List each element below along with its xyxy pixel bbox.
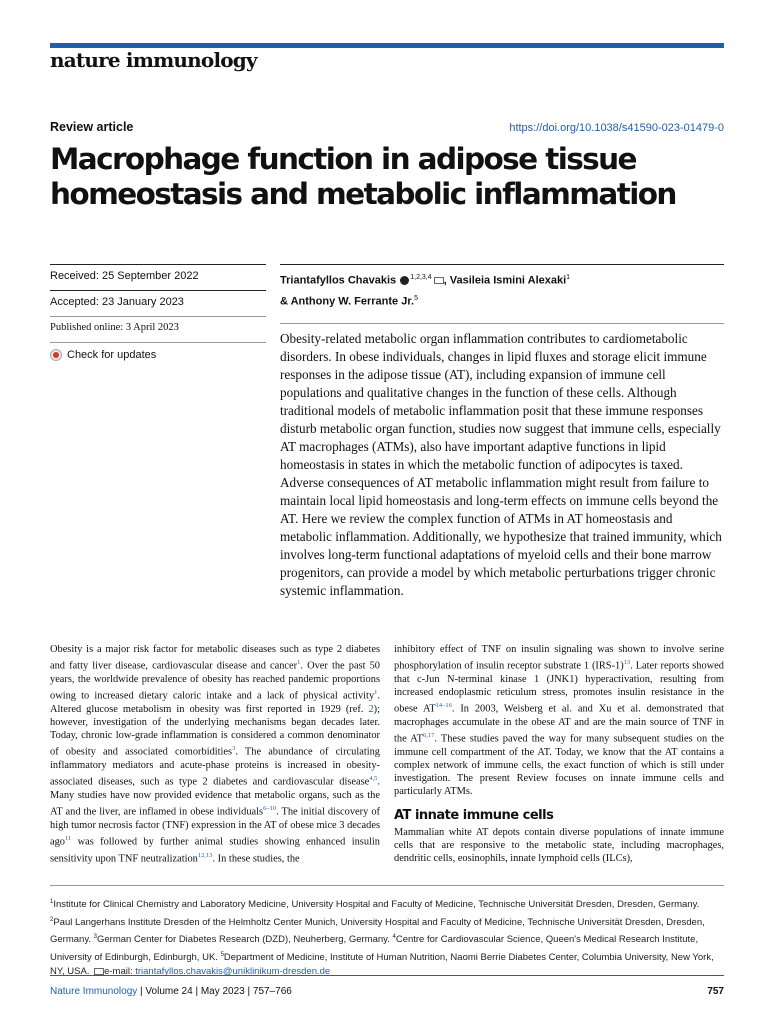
author-list <box>280 264 724 310</box>
body-text: . In these studies, the <box>212 853 300 865</box>
email-label: e-mail: <box>104 966 136 978</box>
citation-link[interactable]: 1 <box>297 659 301 667</box>
body-text: Obesity is a major risk factor for metabolic diseases such as type 2 diabetes and fatty liver disease, cardiovascular disease and cancer <box>50 644 380 672</box>
body-text: . Altered glucose metabolism in obesity was first reported in 1929 (ref. <box>50 690 380 715</box>
citation-link[interactable]: 13 <box>623 659 631 667</box>
affiliation-number: 2 <box>50 916 54 923</box>
body-text-column-right <box>394 643 724 799</box>
body-text: . Many studies have now provided evidence that metabolic organs, such as the AT and the liver, are inflamed in obese individuals <box>50 776 380 818</box>
citation-link[interactable]: 12,13 <box>197 851 213 859</box>
body-text: . Later reports showed that c-Jun N-terminal kinase 1 (JNK1) hyperactivation, resulting from increased endoplasmic reticulum stress, promotes insulin resistance in the obese AT <box>394 660 724 715</box>
affiliation-text: Centre for Cardiovascular Science, Queen's Medical Research Institute, University of Edinburgh, Edinburgh, UK. <box>50 934 699 963</box>
body-text: ); however, investigation of the underlying mechanisms began decades later. Today, chronic low-grade inflammation is considered a common denominator of obesity and associated comorbidities <box>50 703 380 758</box>
affiliation-text: German Center for Diabetes Research (DZD), Neuherberg, Germany. <box>96 934 393 946</box>
body-text: was followed by further animal studies showing enhanced insulin sensitivity upon TNF neutralization <box>50 836 380 865</box>
article-type: Review article <box>50 120 134 134</box>
article-dates <box>50 264 266 366</box>
doi-link[interactable]: https://doi.org/10.1038/s41590-023-01479-0 <box>509 122 724 134</box>
footer-volume-info: | Volume 24 | May 2023 | 757–766 <box>137 986 292 997</box>
citation-link[interactable]: 3 <box>232 745 236 753</box>
body-text-column-left <box>50 643 380 865</box>
footer-divider <box>50 975 724 976</box>
affiliation-text: Institute for Clinical Chemistry and Laboratory Medicine, University Hospital and Faculty of Medicine, Technische Universität Dresden, Dresden, Germany. <box>53 899 700 911</box>
author-affiliation-ref: 1 <box>566 274 571 281</box>
author-name[interactable]: Triantafyllos Chavakis <box>280 274 397 287</box>
author-affiliation-ref: 1,2,3,4 <box>410 274 432 281</box>
citation-link[interactable]: 2 <box>368 703 374 715</box>
affiliations-divider <box>50 885 724 886</box>
affiliation-text: Paul Langerhans Institute Dresden of the Helmholtz Center Munich, University Hospital and Faculty of Medicine, Technische Universität Dresden, Dresden, Germany. <box>50 916 705 946</box>
citation-link[interactable]: 4,5 <box>369 775 378 783</box>
orcid-icon[interactable] <box>400 276 409 285</box>
footer-citation <box>50 986 292 997</box>
body-text: . In 2003, Weisberg et al. and Xu et al. demonstrated that macrophages accumulate in the obese AT and are the main source of TNF in the AT <box>394 703 724 745</box>
section-heading: AT innate immune cells <box>394 808 554 823</box>
author-name[interactable]: & Anthony W. Ferrante Jr. <box>280 295 415 308</box>
check-for-updates-button[interactable] <box>50 342 266 366</box>
body-text: . Over the past 50 years, the worldwide prevalence of obesity has reached pandemic proportions owing to increased dietary caloric intake and a lack of physical activity <box>50 660 380 702</box>
check-updates-icon <box>50 349 62 361</box>
author-affiliation-ref: 5 <box>414 294 418 302</box>
author-name[interactable]: , Vasileia Ismini Alexaki <box>443 274 567 287</box>
affiliation-number: 3 <box>93 934 97 941</box>
affiliation-text: Department of Medicine, Institute of Human Nutrition, Naomi Berrie Diabetes Center, Columbia University, New York, NY, USA. <box>50 951 714 978</box>
footer-journal-link[interactable]: Nature Immunology <box>50 986 138 997</box>
received-date: Received: 25 September 2022 <box>50 264 266 290</box>
body-text: . These studies paved the way for many subsequent studies on the immune cell compartment of the AT. Today, we know that the AT contains a complex network of immune cells, the exact function of which is still under investigation. The present Review focuses on innate immune cells and particularly ATMs. <box>394 733 724 798</box>
article-title: Macrophage function in adipose tissue homeostasis and metabolic inflammation <box>50 142 676 211</box>
body-text: . The abundance of circulating inflammatory mediators and acute-phase proteins is increased in obesity-associated diseases, such as type 2 diabetes and cardiovascular disease <box>50 746 380 788</box>
abstract-divider <box>280 323 724 324</box>
body-text: inhibitory effect of TNF on insulin signaling was shown to involve serine phosphorylation of insulin receptor substrate 1 (IRS-1) <box>394 644 724 672</box>
page-number: 757 <box>707 986 724 997</box>
abstract: Obesity-related metabolic organ inflammation contributes to cardiometabolic disorders. In obese individuals, changes in lipid fluxes and storage elicit immune responses in the adipose tissue (AT), including expansion of immune cell populations and qualitative changes in the function of these cells. Although traditional models of metabolic inflammation posit that these immune responses disturb metabolic organ function, studies now suggest that immune cells, especially AT macrophages (ATMs), also have important adaptive functions in lipid homeostasis in states in which the metabolic function of adipocytes is taxed. Adverse consequences of AT metabolic inflammation might result from failure to maintain local lipid homeostasis and long-term effects on immune cells beyond the AT. Here we review the complex function of ATMs in AT homeostasis and metabolic inflammation. Additionally, we hypothesize that trained immunity, which involves long-term functional adaptations of myeloid cells and their bone marrow progenitors, can provide a model by which metabolic perturbations trigger chronic systemic inflammation. <box>280 331 722 598</box>
citation-link[interactable]: 1 <box>374 689 378 697</box>
affiliation-number: 5 <box>220 951 224 958</box>
corresponding-email-link[interactable]: triantafyllos.chavakis@uniklinikum-dresden.de <box>135 966 331 978</box>
section-body-text: Mammalian white AT depots contain diverse populations of innate immune cells that are responsive to the metabolic state, including macrophages, dendritic cells, eosinophils, innate lymphoid cells (ILCs), <box>394 827 724 865</box>
check-updates-label: Check for updates <box>67 348 157 361</box>
citation-link[interactable]: 6,17 <box>422 732 435 740</box>
citation-link[interactable]: 11 <box>65 834 72 842</box>
body-text: . The initial discovery of high tumor necrosis factor (TNF) expression in the AT of obese mice 3 decades ago <box>50 806 380 848</box>
affiliation-number: 4 <box>392 934 396 941</box>
mail-icon[interactable] <box>434 277 444 284</box>
affiliation-number: 1 <box>50 899 54 905</box>
affiliations <box>50 895 724 980</box>
accepted-date: Accepted: 23 January 2023 <box>50 290 266 316</box>
citation-link[interactable]: 14–16 <box>435 702 452 710</box>
journal-name: nature immunology <box>50 48 257 72</box>
citation-link[interactable]: 6–10 <box>263 805 277 813</box>
published-date: Published online: 3 April 2023 <box>50 316 266 342</box>
